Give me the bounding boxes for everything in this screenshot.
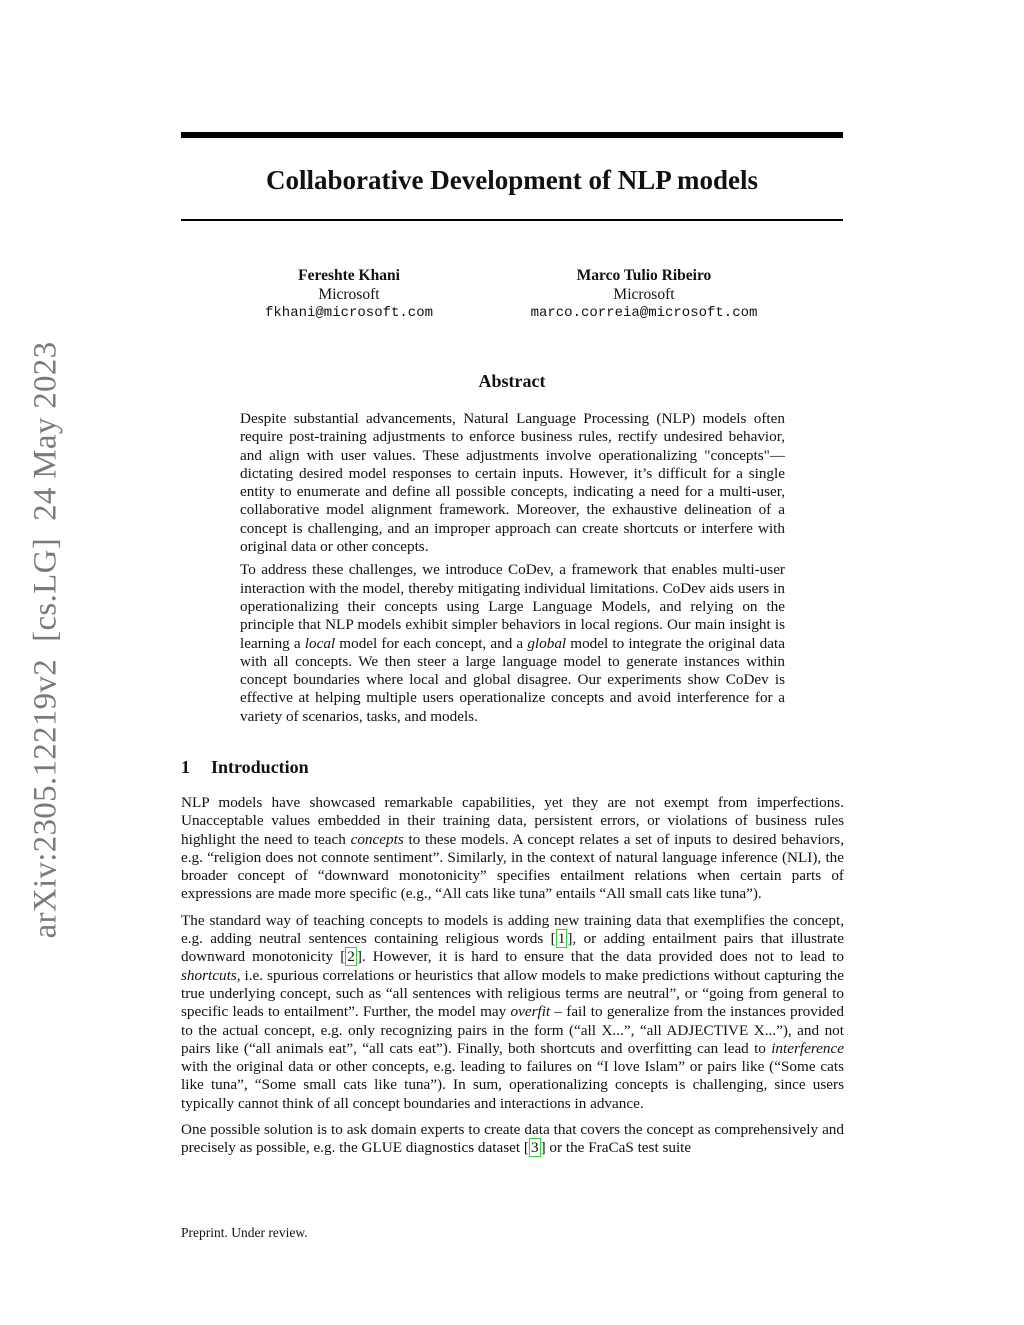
arxiv-id: arXiv:2305.12219v2	[27, 658, 64, 939]
section-number: 1	[181, 757, 190, 777]
citation-link[interactable]: 3	[530, 1139, 539, 1157]
citation-link[interactable]: 1	[557, 930, 566, 948]
introduction-body	[181, 794, 844, 1166]
title-top-rule	[181, 132, 843, 138]
title-bottom-rule	[181, 219, 843, 221]
arxiv-identifier	[28, 342, 65, 939]
author-affiliation: Microsoft	[613, 286, 675, 303]
arxiv-category: [cs.LG]	[27, 538, 64, 642]
emphasis-shortcuts: shortcuts	[181, 966, 237, 984]
section-heading-introduction	[181, 755, 843, 779]
author-affiliation: Microsoft	[318, 286, 380, 303]
citation-link[interactable]: 2	[347, 948, 355, 966]
author-email[interactable]: fkhani@microsoft.com	[264, 305, 434, 321]
section-title: Introduction	[211, 757, 309, 777]
emphasis-concepts: concepts	[350, 830, 404, 848]
emphasis-local: local	[304, 634, 336, 652]
abstract-body	[240, 410, 785, 731]
author-email[interactable]: marco.correia@microsoft.com	[530, 305, 758, 321]
arxiv-date: 24 May 2023	[27, 341, 64, 521]
intro-paragraph-3: One possible solution is to ask domain experts to create data that covers the concept as comprehensively and precisely as possible, e.g. the GLUE diagnostics dataset [ 3 ] or the FraCaS test suite	[181, 1121, 844, 1157]
footer-note: Preprint. Under review.	[181, 1225, 308, 1240]
author-block	[510, 266, 778, 323]
emphasis-interference: interference	[771, 1039, 844, 1057]
intro-paragraph-1: NLP models have showcased remarkable capabilities, yet they are not exempt from imperfections. Unacceptable values embedded in their training data, persistent errors, or violations of business rules highlight the need to teach concepts to these models. A concept relates a set of inputs to desired behaviors, e.g. “religion does not connote sentiment”. Similarly, in the context of natural language inference (NLI), the broader concept of “downward monotonicity” specifies entailment relations when certain parts of expressions are made more specific (e.g., “All cats like tuna” entails “All small cats like tuna”).	[181, 794, 844, 903]
intro-paragraph-2: The standard way of teaching concepts to models is adding new training data that exemplifies the concept, e.g. adding neutral sentences containing religious words [ 1 ], or adding entailment pairs that illustrate downward monotonicity [ 2 ]. However, it is hard to ensure that the data provided does not to lead to shortcuts, i.e. spurious correlations or heuristics that allow models to make predictions without capturing the true underlying concept, such as “all sentences with religious terms are neutral”, or “going from general to specific leads to entailment”. Further, the model may overfit – fail to generalize from the instances provided to the actual concept, e.g. only recognizing pairs in the form (“all X...”, “all ADJECTIVE X...”), and not pairs like (“all animals eat”, “all cats eat”). Finally, both shortcuts and overfitting can lead to interference with the original data or other concepts, e.g. leading to failures on “I love Islam” or pairs like (“Some cats like tuna”, “Some small cats like tuna”). In sum, operationalizing concepts is challenging, since users typically cannot think of all concept boundaries and interactions in advance.	[181, 911, 844, 1112]
author-name: Marco Tulio Ribeiro	[576, 267, 712, 284]
emphasis-overfit: overfit	[510, 1003, 551, 1021]
author-name: Fereshte Khani	[298, 267, 400, 284]
author-block	[238, 266, 460, 323]
abstract-paragraph-2: To address these challenges, we introduce CoDev, a framework that enables multi-user interaction with the model, thereby mitigating individual limitations. CoDev aids users in operationalizing their concepts using Large Language Models, and relying on the principle that NLP models exhibit simpler behaviors in local regions. Our main insight is learning a local model for each concept, and a global model to integrate the original data with all concepts. We then steer a large language model to generate instances within concept boundaries where local and global disagree. Our experiments show CoDev is effective at helping multiple users operationalize concepts and avoid interference for a variety of scenarios, tasks, and models.	[240, 561, 785, 725]
abstract-paragraph-1: Despite substantial advancements, Natural Language Processing (NLP) models often require post-training adjustments to enforce business rules, rectify undesired behavior, and align with user values. These adjustments involve operationalizing "concepts"—dictating desired model responses to certain inputs. However, it’s difficult for a single entity to enumerate and define all possible concepts, indicating a need for a multi-user, collaborative model alignment framework. Moreover, the exhaustive delineation of a concept is challenging, and an improper approach can create shortcuts or interfere with original data or other concepts.	[240, 410, 785, 556]
paper-title: Collaborative Development of NLP models	[266, 165, 758, 195]
abstract-heading: Abstract	[478, 371, 546, 391]
emphasis-global: global	[527, 634, 567, 652]
